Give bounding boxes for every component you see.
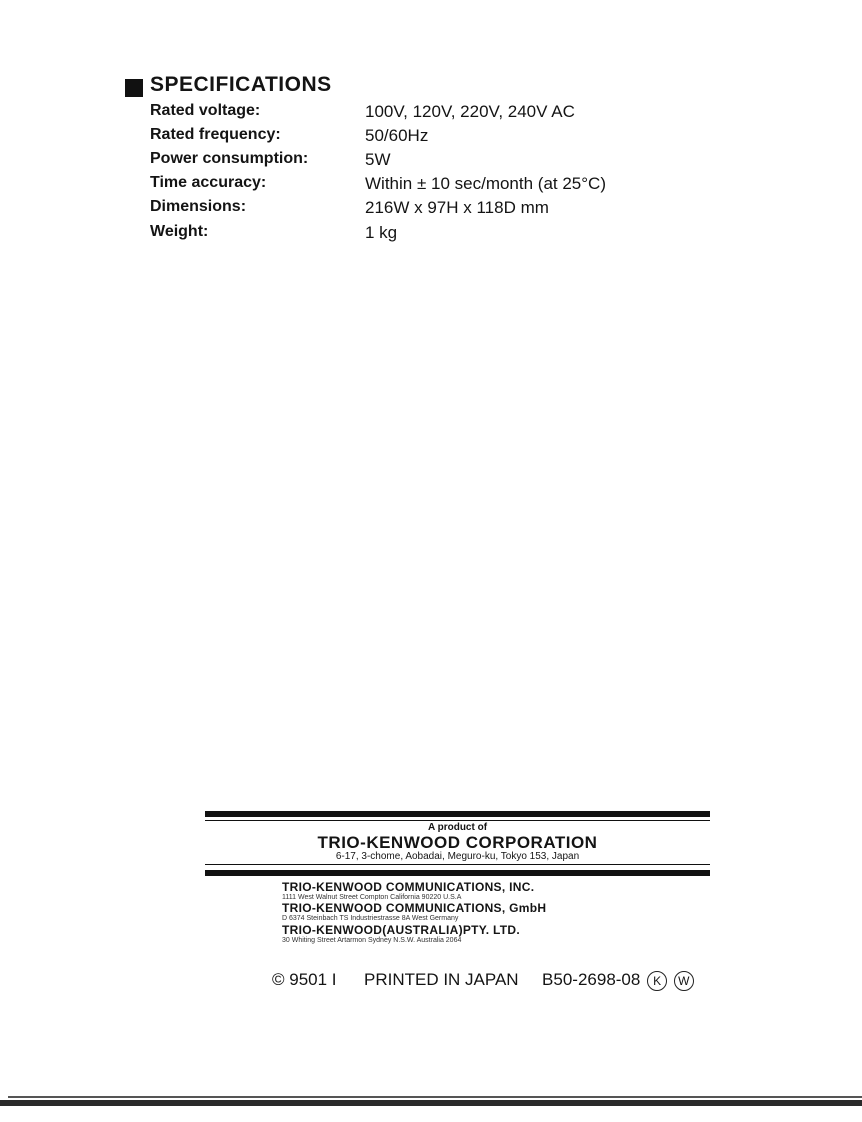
divider-thick xyxy=(205,811,710,817)
subsidiary-address: 1111 West Walnut Street Compton California 90220 U.S.A xyxy=(282,894,462,901)
divider-thin xyxy=(205,820,710,821)
spec-value: 50/60Hz xyxy=(365,126,429,145)
spec-value: 5W xyxy=(365,150,391,169)
copyright-code: © 9501 I xyxy=(272,970,337,989)
subsidiary-address: 30 Whiting Street Artarmon Sydney N.S.W. Australia 2064 xyxy=(282,937,462,944)
divider-thick xyxy=(205,870,710,876)
scan-edge xyxy=(0,1100,862,1106)
subsidiary-name: TRIO-KENWOOD(AUSTRALIA)PTY. LTD. xyxy=(282,923,521,937)
spec-row xyxy=(150,198,670,222)
divider-thin xyxy=(205,864,710,865)
printed-in-label: PRINTED IN JAPAN xyxy=(363,970,519,989)
spec-row xyxy=(150,174,670,198)
corporation-address: 6-17, 3-chome, Aobadai, Meguro-ku, Tokyo 153, Japan xyxy=(335,851,580,862)
spec-row xyxy=(150,102,670,126)
spec-label: Rated voltage: xyxy=(150,102,261,119)
subsidiary-name: TRIO-KENWOOD COMMUNICATIONS, GmbH xyxy=(282,901,547,915)
spec-label: Weight: xyxy=(150,223,209,240)
heading-bullet xyxy=(125,79,143,97)
spec-value: 1 kg xyxy=(365,223,398,242)
product-of-label: A product of xyxy=(427,822,488,833)
spec-label: Rated frequency: xyxy=(150,126,281,143)
part-number: B50-2698-08 xyxy=(542,970,641,989)
specifications-heading: SPECIFICATIONS xyxy=(150,73,332,96)
corporation-name: TRIO-KENWOOD CORPORATION xyxy=(317,833,598,852)
spec-value: 100V, 120V, 220V, 240V AC xyxy=(365,102,575,121)
spec-label: Power consumption: xyxy=(150,150,309,167)
spec-label: Dimensions: xyxy=(150,198,247,215)
spec-value: Within ± 10 sec/month (at 25°C) xyxy=(365,174,606,193)
spec-label: Time accuracy: xyxy=(150,174,267,191)
w-mark-icon: W xyxy=(674,971,694,991)
spec-row xyxy=(150,223,670,247)
spec-row xyxy=(150,150,670,174)
scan-edge xyxy=(8,1096,862,1098)
subsidiary-name: TRIO-KENWOOD COMMUNICATIONS, INC. xyxy=(282,880,535,894)
print-info-line xyxy=(272,970,694,991)
k-mark-icon: K xyxy=(647,971,667,991)
spec-row xyxy=(150,126,670,150)
spec-value: 216W x 97H x 118D mm xyxy=(365,198,549,217)
subsidiary-address: D 6374 Steinbach TS Industriestrasse 8A West Germany xyxy=(282,915,459,922)
